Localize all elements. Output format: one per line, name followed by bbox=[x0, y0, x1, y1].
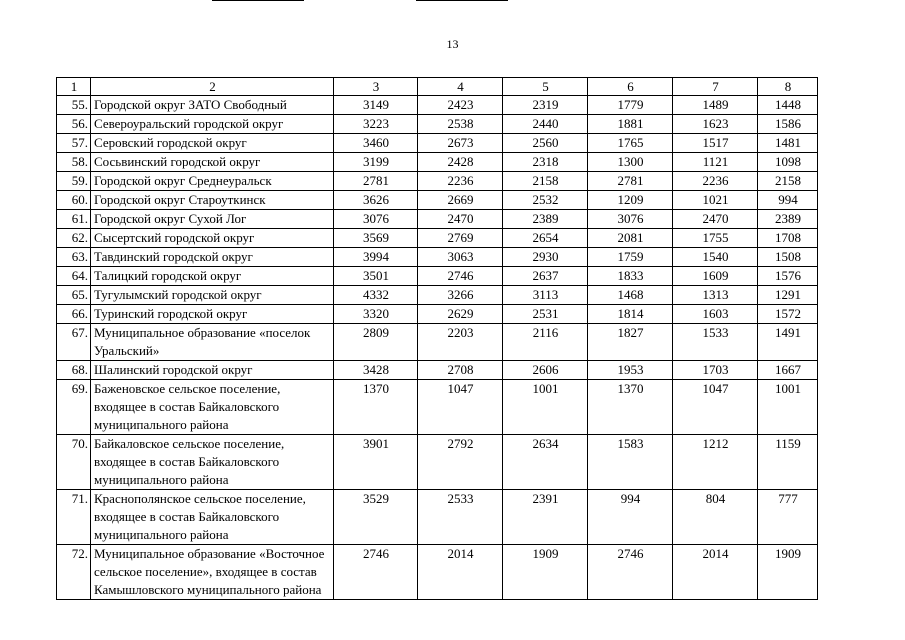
value-cell-col-7: 804 bbox=[673, 490, 758, 545]
municipality-name: Туринский городской округ bbox=[91, 305, 334, 324]
value-cell-col-7: 1121 bbox=[673, 153, 758, 172]
value-cell-col-3: 3529 bbox=[334, 490, 418, 545]
row-number: 61. bbox=[57, 210, 91, 229]
table-row bbox=[57, 191, 818, 210]
value-cell-col-7: 1047 bbox=[673, 380, 758, 435]
value-cell-col-4: 2428 bbox=[418, 153, 503, 172]
value-cell-col-3: 2746 bbox=[334, 545, 418, 600]
value-cell-col-6: 1833 bbox=[588, 267, 673, 286]
value-cell-col-5: 2389 bbox=[503, 210, 588, 229]
value-cell-col-5: 2531 bbox=[503, 305, 588, 324]
page-number: 13 bbox=[446, 37, 459, 51]
value-cell-col-6: 1814 bbox=[588, 305, 673, 324]
value-cell-col-5: 1909 bbox=[503, 545, 588, 600]
value-cell-col-7: 2470 bbox=[673, 210, 758, 229]
value-cell-col-3: 2781 bbox=[334, 172, 418, 191]
value-cell-col-7: 1212 bbox=[673, 435, 758, 490]
value-cell-col-8: 1508 bbox=[758, 248, 818, 267]
value-cell-col-4: 2746 bbox=[418, 267, 503, 286]
table-row bbox=[57, 96, 818, 115]
value-cell-col-6: 3076 bbox=[588, 210, 673, 229]
value-cell-col-8: 1291 bbox=[758, 286, 818, 305]
value-cell-col-8: 1586 bbox=[758, 115, 818, 134]
row-number: 72. bbox=[57, 545, 91, 600]
row-number: 56. bbox=[57, 115, 91, 134]
value-cell-col-5: 2560 bbox=[503, 134, 588, 153]
value-cell-col-5: 3113 bbox=[503, 286, 588, 305]
row-number: 55. bbox=[57, 96, 91, 115]
row-number: 65. bbox=[57, 286, 91, 305]
value-cell-col-6: 2081 bbox=[588, 229, 673, 248]
row-number: 62. bbox=[57, 229, 91, 248]
row-number: 57. bbox=[57, 134, 91, 153]
value-cell-col-6: 1765 bbox=[588, 134, 673, 153]
value-cell-col-8: 1001 bbox=[758, 380, 818, 435]
table-row bbox=[57, 490, 818, 545]
value-cell-col-6: 1759 bbox=[588, 248, 673, 267]
municipality-name: Североуральский городской округ bbox=[91, 115, 334, 134]
value-cell-col-6: 1370 bbox=[588, 380, 673, 435]
value-cell-col-7: 2236 bbox=[673, 172, 758, 191]
value-cell-col-7: 1517 bbox=[673, 134, 758, 153]
value-cell-col-6: 994 bbox=[588, 490, 673, 545]
value-cell-col-7: 1533 bbox=[673, 324, 758, 361]
table-row bbox=[57, 210, 818, 229]
value-cell-col-7: 1755 bbox=[673, 229, 758, 248]
value-cell-col-8: 1159 bbox=[758, 435, 818, 490]
municipality-name: Талицкий городской округ bbox=[91, 267, 334, 286]
value-cell-col-6: 1209 bbox=[588, 191, 673, 210]
row-number: 58. bbox=[57, 153, 91, 172]
value-cell-col-5: 1001 bbox=[503, 380, 588, 435]
table-row bbox=[57, 172, 818, 191]
municipality-name: Городской округ Сухой Лог bbox=[91, 210, 334, 229]
value-cell-col-3: 3501 bbox=[334, 267, 418, 286]
value-cell-col-6: 2746 bbox=[588, 545, 673, 600]
value-cell-col-6: 2781 bbox=[588, 172, 673, 191]
table-row bbox=[57, 248, 818, 267]
value-cell-col-7: 1489 bbox=[673, 96, 758, 115]
table-row bbox=[57, 267, 818, 286]
value-cell-col-6: 1953 bbox=[588, 361, 673, 380]
value-cell-col-7: 1313 bbox=[673, 286, 758, 305]
table-row bbox=[57, 324, 818, 361]
value-cell-col-7: 1623 bbox=[673, 115, 758, 134]
row-number: 68. bbox=[57, 361, 91, 380]
row-number: 64. bbox=[57, 267, 91, 286]
value-cell-col-3: 3569 bbox=[334, 229, 418, 248]
table-row bbox=[57, 361, 818, 380]
value-cell-col-3: 3149 bbox=[334, 96, 418, 115]
value-cell-col-4: 1047 bbox=[418, 380, 503, 435]
value-cell-col-6: 1827 bbox=[588, 324, 673, 361]
municipality-name: Тугулымский городской округ bbox=[91, 286, 334, 305]
table-row bbox=[57, 286, 818, 305]
value-cell-col-6: 1468 bbox=[588, 286, 673, 305]
value-cell-col-4: 2673 bbox=[418, 134, 503, 153]
municipality-name: Сосьвинский городской округ bbox=[91, 153, 334, 172]
row-number: 70. bbox=[57, 435, 91, 490]
value-cell-col-8: 1481 bbox=[758, 134, 818, 153]
value-cell-col-4: 2014 bbox=[418, 545, 503, 600]
row-number: 69. bbox=[57, 380, 91, 435]
value-cell-col-5: 2532 bbox=[503, 191, 588, 210]
value-cell-col-8: 1576 bbox=[758, 267, 818, 286]
value-cell-col-3: 3199 bbox=[334, 153, 418, 172]
municipality-name: Городской округ Староуткинск bbox=[91, 191, 334, 210]
value-cell-col-3: 4332 bbox=[334, 286, 418, 305]
value-cell-col-3: 3994 bbox=[334, 248, 418, 267]
value-cell-col-7: 2014 bbox=[673, 545, 758, 600]
municipality-name: Муниципальное образование «поселок Уральский» bbox=[91, 324, 334, 361]
value-cell-col-4: 3063 bbox=[418, 248, 503, 267]
value-cell-col-4: 2533 bbox=[418, 490, 503, 545]
column-header: 5 bbox=[503, 78, 588, 96]
column-header: 2 bbox=[91, 78, 334, 96]
header-row bbox=[57, 78, 818, 96]
value-cell-col-4: 2629 bbox=[418, 305, 503, 324]
value-cell-col-6: 1300 bbox=[588, 153, 673, 172]
value-cell-col-4: 2236 bbox=[418, 172, 503, 191]
value-cell-col-8: 1448 bbox=[758, 96, 818, 115]
row-number: 59. bbox=[57, 172, 91, 191]
value-cell-col-3: 1370 bbox=[334, 380, 418, 435]
row-number: 63. bbox=[57, 248, 91, 267]
value-cell-col-3: 2809 bbox=[334, 324, 418, 361]
value-cell-col-5: 2930 bbox=[503, 248, 588, 267]
municipality-name: Сысертский городской округ bbox=[91, 229, 334, 248]
top-edge-line-right bbox=[416, 0, 508, 1]
column-header: 7 bbox=[673, 78, 758, 96]
value-cell-col-4: 2669 bbox=[418, 191, 503, 210]
value-cell-col-5: 2654 bbox=[503, 229, 588, 248]
value-cell-col-3: 3428 bbox=[334, 361, 418, 380]
value-cell-col-6: 1583 bbox=[588, 435, 673, 490]
value-cell-col-5: 2634 bbox=[503, 435, 588, 490]
municipality-name: Серовский городской округ bbox=[91, 134, 334, 153]
value-cell-col-4: 3266 bbox=[418, 286, 503, 305]
table-row bbox=[57, 134, 818, 153]
table-row bbox=[57, 153, 818, 172]
value-cell-col-4: 2470 bbox=[418, 210, 503, 229]
table-row bbox=[57, 380, 818, 435]
value-cell-col-5: 2637 bbox=[503, 267, 588, 286]
value-cell-col-7: 1703 bbox=[673, 361, 758, 380]
municipality-name: Шалинский городской округ bbox=[91, 361, 334, 380]
data-table bbox=[56, 77, 818, 600]
value-cell-col-8: 2158 bbox=[758, 172, 818, 191]
municipality-name: Байкаловское сельское поселение, входящее в состав Байкаловского муниципального района bbox=[91, 435, 334, 490]
table-row bbox=[57, 545, 818, 600]
value-cell-col-5: 2606 bbox=[503, 361, 588, 380]
value-cell-col-7: 1603 bbox=[673, 305, 758, 324]
value-cell-col-4: 2708 bbox=[418, 361, 503, 380]
value-cell-col-4: 2792 bbox=[418, 435, 503, 490]
municipality-name: Муниципальное образование «Восточное сельское поселение», входящее в состав Камышловского муниципального района bbox=[91, 545, 334, 600]
value-cell-col-3: 3460 bbox=[334, 134, 418, 153]
value-cell-col-8: 1098 bbox=[758, 153, 818, 172]
municipality-name: Баженовское сельское поселение, входящее в состав Байкаловского муниципального района bbox=[91, 380, 334, 435]
value-cell-col-3: 3223 bbox=[334, 115, 418, 134]
municipality-name: Городской округ Среднеуральск bbox=[91, 172, 334, 191]
table-row bbox=[57, 115, 818, 134]
value-cell-col-7: 1540 bbox=[673, 248, 758, 267]
value-cell-col-8: 1491 bbox=[758, 324, 818, 361]
value-cell-col-5: 2391 bbox=[503, 490, 588, 545]
row-number: 66. bbox=[57, 305, 91, 324]
value-cell-col-3: 3901 bbox=[334, 435, 418, 490]
value-cell-col-5: 2440 bbox=[503, 115, 588, 134]
column-header: 1 bbox=[57, 78, 91, 96]
value-cell-col-8: 2389 bbox=[758, 210, 818, 229]
value-cell-col-8: 1572 bbox=[758, 305, 818, 324]
row-number: 60. bbox=[57, 191, 91, 210]
municipality-name: Тавдинский городской округ bbox=[91, 248, 334, 267]
column-header: 8 bbox=[758, 78, 818, 96]
value-cell-col-4: 2203 bbox=[418, 324, 503, 361]
row-number: 71. bbox=[57, 490, 91, 545]
table-row bbox=[57, 435, 818, 490]
value-cell-col-5: 2116 bbox=[503, 324, 588, 361]
value-cell-col-3: 3320 bbox=[334, 305, 418, 324]
value-cell-col-5: 2319 bbox=[503, 96, 588, 115]
value-cell-col-8: 1667 bbox=[758, 361, 818, 380]
value-cell-col-7: 1021 bbox=[673, 191, 758, 210]
top-edge-line-left bbox=[212, 0, 304, 1]
value-cell-col-3: 3626 bbox=[334, 191, 418, 210]
value-cell-col-4: 2423 bbox=[418, 96, 503, 115]
column-header: 3 bbox=[334, 78, 418, 96]
column-header: 6 bbox=[588, 78, 673, 96]
table-row bbox=[57, 229, 818, 248]
value-cell-col-8: 777 bbox=[758, 490, 818, 545]
value-cell-col-5: 2158 bbox=[503, 172, 588, 191]
value-cell-col-6: 1779 bbox=[588, 96, 673, 115]
value-cell-col-3: 3076 bbox=[334, 210, 418, 229]
value-cell-col-7: 1609 bbox=[673, 267, 758, 286]
row-number: 67. bbox=[57, 324, 91, 361]
value-cell-col-4: 2769 bbox=[418, 229, 503, 248]
value-cell-col-8: 1708 bbox=[758, 229, 818, 248]
municipality-name: Городской округ ЗАТО Свободный bbox=[91, 96, 334, 115]
value-cell-col-8: 1909 bbox=[758, 545, 818, 600]
value-cell-col-4: 2538 bbox=[418, 115, 503, 134]
value-cell-col-8: 994 bbox=[758, 191, 818, 210]
municipality-name: Краснополянское сельское поселение, входящее в состав Байкаловского муниципального района bbox=[91, 490, 334, 545]
value-cell-col-6: 1881 bbox=[588, 115, 673, 134]
column-header: 4 bbox=[418, 78, 503, 96]
value-cell-col-5: 2318 bbox=[503, 153, 588, 172]
table-row bbox=[57, 305, 818, 324]
